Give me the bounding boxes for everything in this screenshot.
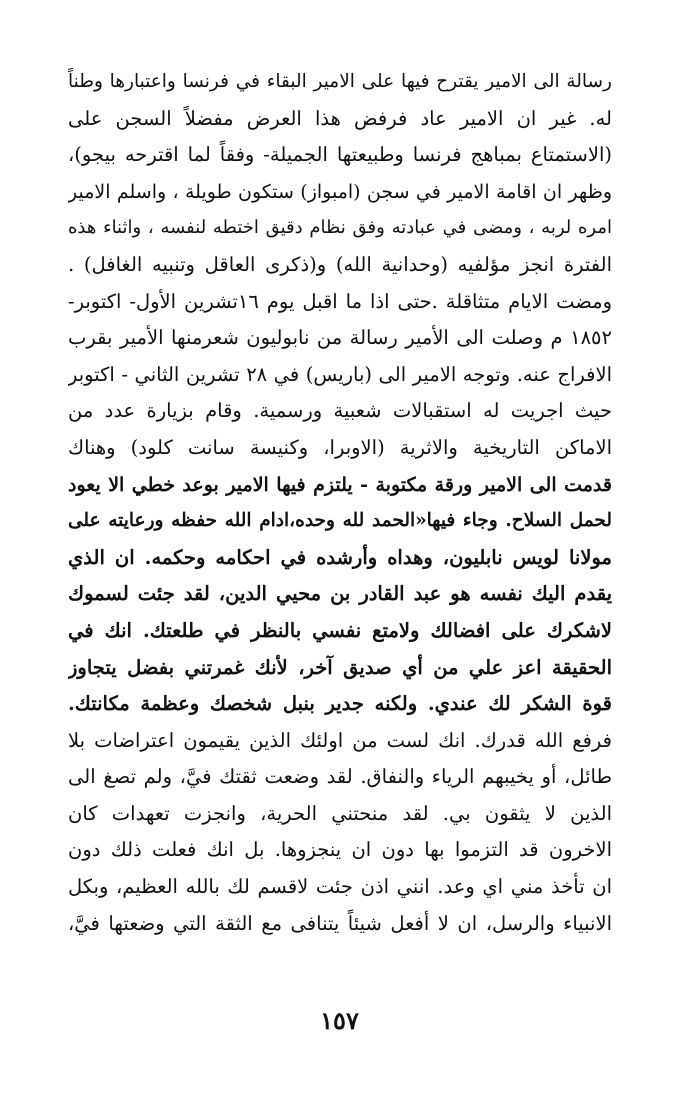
text-line: الانبياء والرسل، ان لا أفعل شيئاً يتنافى مع الثقة التي وضعتها فيَّ، (68, 911, 612, 935)
text-line: الذين لا يثقون بي. لقد منحتني الحرية، وانجزت تعهدات كان (68, 801, 612, 825)
text-line: ١٨٥٢ م وصلت الى الأمير رسالة من نابوليون شعرمنها الأمير بقرب (68, 326, 612, 350)
text-line: فرفع الله قدرك. انك لست من اولئك الذين يقيمون اعتراضات بلا (68, 728, 612, 752)
text-line: مولانا لويس نابليون، وهداه وأرشده في احكامه وحكمه. ان الذي (68, 545, 612, 569)
text-line: وظهر ان اقامة الامير في سجن (امبواز) ستكون طويلة ، واسلم الامير (68, 180, 612, 203)
text-line: لحمل السلاح. وجاء فيها«الحمد لله وحده،ادام الله حفظه ورعايته على (68, 510, 612, 532)
text-line: امره لربه ، ومضى في عبادته وفق نظام دقيق اختطه لنفسه ، واثناء هذه (68, 217, 612, 239)
text-line: الحقيقة اعز علي من أي صديق آخر، لأنك غمرتني بفضل يتجاوز (68, 655, 612, 679)
text-line: الاخرون قد التزموا بها دون ان ينجزوها. بل انك فعلت ذلك دون (68, 838, 612, 862)
text-line: الفترة انجز مؤلفيه (وحدانية الله) و(ذكرى العاقل وتنبيه الغافل) . (68, 252, 612, 276)
text-line: يقدم اليك نفسه هو عبد القادر بن محيي الدين، لقد جئت لسموك (68, 582, 612, 606)
text-line: الاماكن التاريخية والاثرية (الاوبرا، وكنيسة سانت كلود) وهناك (68, 435, 612, 459)
text-line: رسالة الى الامير يقترح فيها على الامير البقاء في فرنسا واعتبارها وطناً (68, 71, 612, 92)
text-line: له. غير ان الامير عاد فرفض هذا العرض مفضلاً السجن على (68, 106, 612, 130)
text-line: الافراج عنه. وتوجه الامير الى (باريس) في ٢٨ تشرين الثاني - اكتوبر (68, 362, 612, 386)
text-line: ومضت الايام متثاقلة .حتى اذا ما اقبل يوم ١٦تشرين الأول- اكتوبر- (68, 289, 612, 313)
text-line: لاشكرك على افضالك ولامتع نفسي بالنظر في طلعتك. انك في (68, 618, 612, 642)
text-line: ان تأخذ مني اي وعد. انني اذن جئت لاقسم لك بالله العظيم، وبكل (68, 875, 612, 899)
text-line: حيث اجريت له استقبالات شعبية ورسمية. وقام بزيارة عدد من (68, 399, 612, 423)
page-number: ١٥٧ (320, 1006, 359, 1035)
text-line: طائل، أو يخيبهم الرياء والنفاق. لقد وضعت ثقتك فيَّ، ولم تصغ الى (68, 765, 612, 789)
text-line: قدمت الى الامير ورقة مكتوبة - يلتزم فيها الامير بوعد خطي الا يعود (68, 473, 612, 496)
text-line: (الاستمتاع بمباهج فرنسا وطبيعتها الجميلة- وفقاً لما اقترحه بيجو)، (68, 143, 612, 167)
text-line: قوة الشكر لك عندي. ولكنه جدير بنبل شخصك وعظمة مكانتك. (68, 692, 612, 716)
body-text (68, 64, 612, 942)
